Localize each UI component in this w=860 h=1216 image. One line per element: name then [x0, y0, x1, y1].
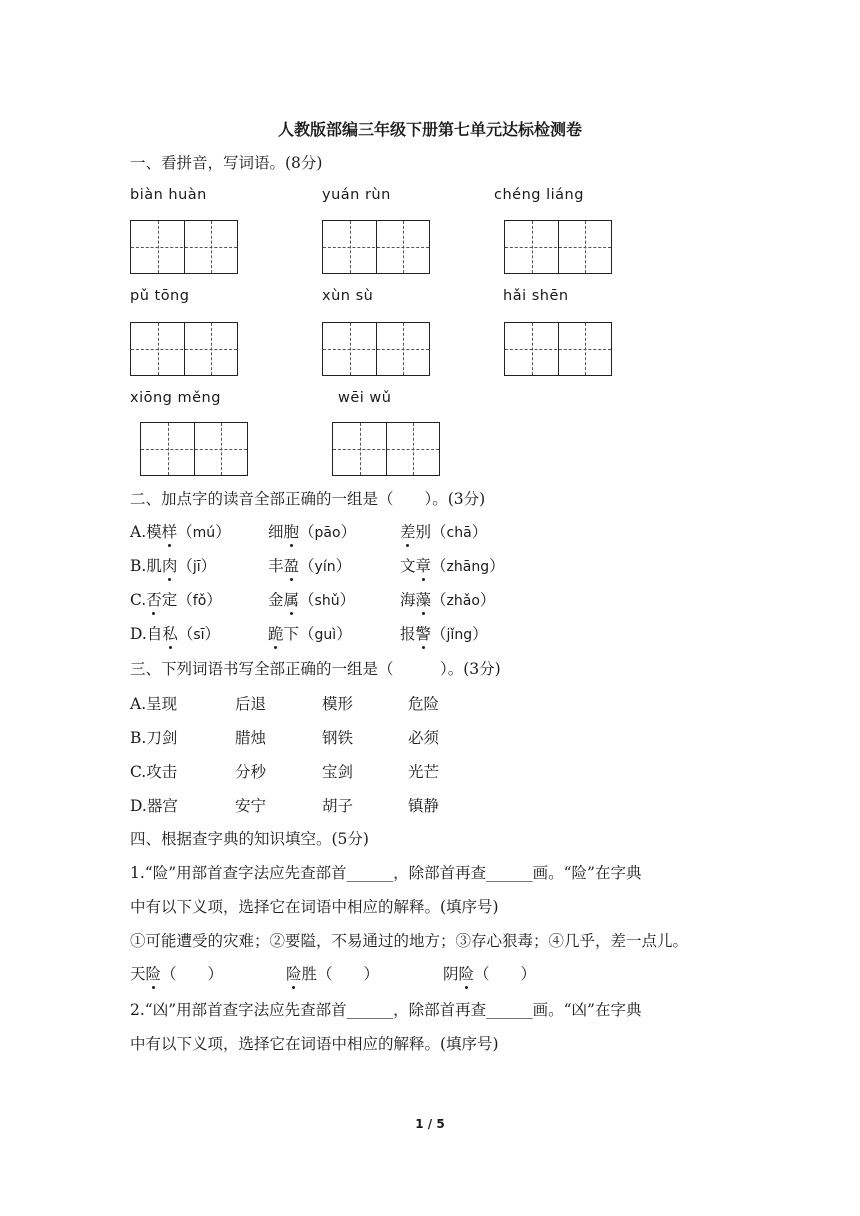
- s2-option-a-word2: 细胞（pāo）: [268, 520, 356, 542]
- s2-option-d-word3: 报警（jǐng）: [400, 622, 488, 644]
- q1-line2: 中有以下义项，选择它在词语中相应的解释。(填序号): [130, 898, 499, 916]
- s3-word: 钢铁: [322, 729, 354, 747]
- q1-line1: 1.“险”用部首查字法应先查部首______，除部首再查______画。“险”在字典: [130, 864, 642, 882]
- s2-option-b-word2: 丰盈（yín）: [268, 554, 351, 576]
- s3-word: 分秒: [235, 763, 267, 781]
- writing-grid-6[interactable]: [504, 322, 612, 376]
- section2-heading: 二、加点字的读音全部正确的一组是（ ）。(3分): [130, 490, 486, 508]
- pinyin-1: biàn huàn: [130, 187, 207, 203]
- writing-grid-7[interactable]: [140, 422, 248, 476]
- q1-word-1: 天险（ ）: [130, 962, 223, 984]
- writing-grid-2[interactable]: [322, 220, 430, 274]
- pinyin-5: xùn sù: [322, 288, 374, 304]
- writing-grid-8[interactable]: [332, 422, 440, 476]
- s2-option-c-word3: 海藻（zhǎo）: [400, 588, 495, 610]
- pinyin-2: yuán rùn: [322, 187, 391, 203]
- section4-heading: 四、根据查字典的知识填空。(5分): [130, 830, 369, 848]
- s2-option-a: A.模样（mú）: [130, 520, 231, 542]
- s3-word: 安宁: [235, 797, 267, 815]
- s2-option-d-word2: 跪下（guì）: [268, 622, 352, 644]
- dotted-char: 险: [286, 962, 302, 984]
- s3-option-a-label: A.呈现: [130, 695, 178, 713]
- s3-option-c-label: C.攻击: [130, 763, 178, 781]
- page-title: 人教版部编三年级下册第七单元达标检测卷: [277, 120, 582, 139]
- dotted-char: 警: [416, 622, 432, 644]
- section3-heading: 三、下列词语书写全部正确的一组是（ ）。(3分): [130, 660, 501, 678]
- s2-option-a-word3: 差别（chā）: [400, 520, 487, 542]
- pinyin-3: chéng liáng: [494, 187, 584, 203]
- pinyin-6: hǎi shēn: [503, 288, 569, 304]
- s3-word: 后退: [235, 695, 267, 713]
- s3-word: 宝剑: [322, 763, 354, 781]
- writing-grid-4[interactable]: [130, 322, 238, 376]
- s3-word: 腊烛: [235, 729, 267, 747]
- s3-word: 危险: [408, 695, 440, 713]
- section1-heading: 一、看拼音，写词语。(8分): [130, 154, 323, 172]
- q1-word-2: 险胜（ ）: [286, 962, 379, 984]
- dotted-char: 胞: [284, 520, 300, 542]
- dotted-char: 章: [416, 554, 432, 576]
- s3-option-d-label: D.器宫: [130, 797, 178, 815]
- dotted-char: 否: [146, 588, 162, 610]
- dotted-char: 盈: [284, 554, 300, 576]
- pinyin-4: pǔ tōng: [130, 288, 190, 304]
- s3-word: 胡子: [322, 797, 354, 815]
- writing-grid-1[interactable]: [130, 220, 238, 274]
- pinyin-8: wēi wǔ: [338, 390, 392, 406]
- dotted-char: 私: [162, 622, 178, 644]
- s3-option-b-label: B.刀剑: [130, 729, 178, 747]
- dotted-char: 属: [284, 588, 300, 610]
- dotted-char: 险: [459, 962, 475, 984]
- writing-grid-5[interactable]: [322, 322, 430, 376]
- s3-word: 必须: [408, 729, 440, 747]
- q1-line3: ①可能遭受的灾难；②要隘，不易通过的地方；③存心狠毒；④几乎，差一点儿。: [130, 932, 689, 950]
- s3-word: 光芒: [408, 763, 440, 781]
- page-number: 1 / 5: [415, 1117, 445, 1131]
- dotted-char: 藻: [416, 588, 432, 610]
- q2-line2: 中有以下义项，选择它在词语中相应的解释。(填序号): [130, 1035, 499, 1053]
- q2-line1: 2.“凶”用部首查字法应先查部首______，除部首再查______画。“凶”在字典: [130, 1001, 642, 1019]
- s2-option-c: C.否定（fǒ）: [130, 588, 222, 610]
- dotted-char: 跪: [268, 622, 284, 644]
- dotted-char: 样: [162, 520, 178, 542]
- s3-word: 镇静: [408, 797, 440, 815]
- s2-option-b-word3: 文章（zhāng）: [400, 554, 505, 576]
- dotted-char: 差: [400, 520, 416, 542]
- dotted-char: 险: [146, 962, 162, 984]
- s2-option-d: D.自私（sī）: [130, 622, 220, 644]
- s3-word: 模形: [322, 695, 354, 713]
- s2-option-c-word2: 金属（shǔ）: [268, 588, 355, 610]
- pinyin-7: xiōng měng: [130, 390, 221, 406]
- writing-grid-3[interactable]: [504, 220, 612, 274]
- q1-word-3: 阴险（ ）: [443, 962, 536, 984]
- s2-option-b: B.肌肉（jī）: [130, 554, 216, 576]
- dotted-char: 肉: [162, 554, 178, 576]
